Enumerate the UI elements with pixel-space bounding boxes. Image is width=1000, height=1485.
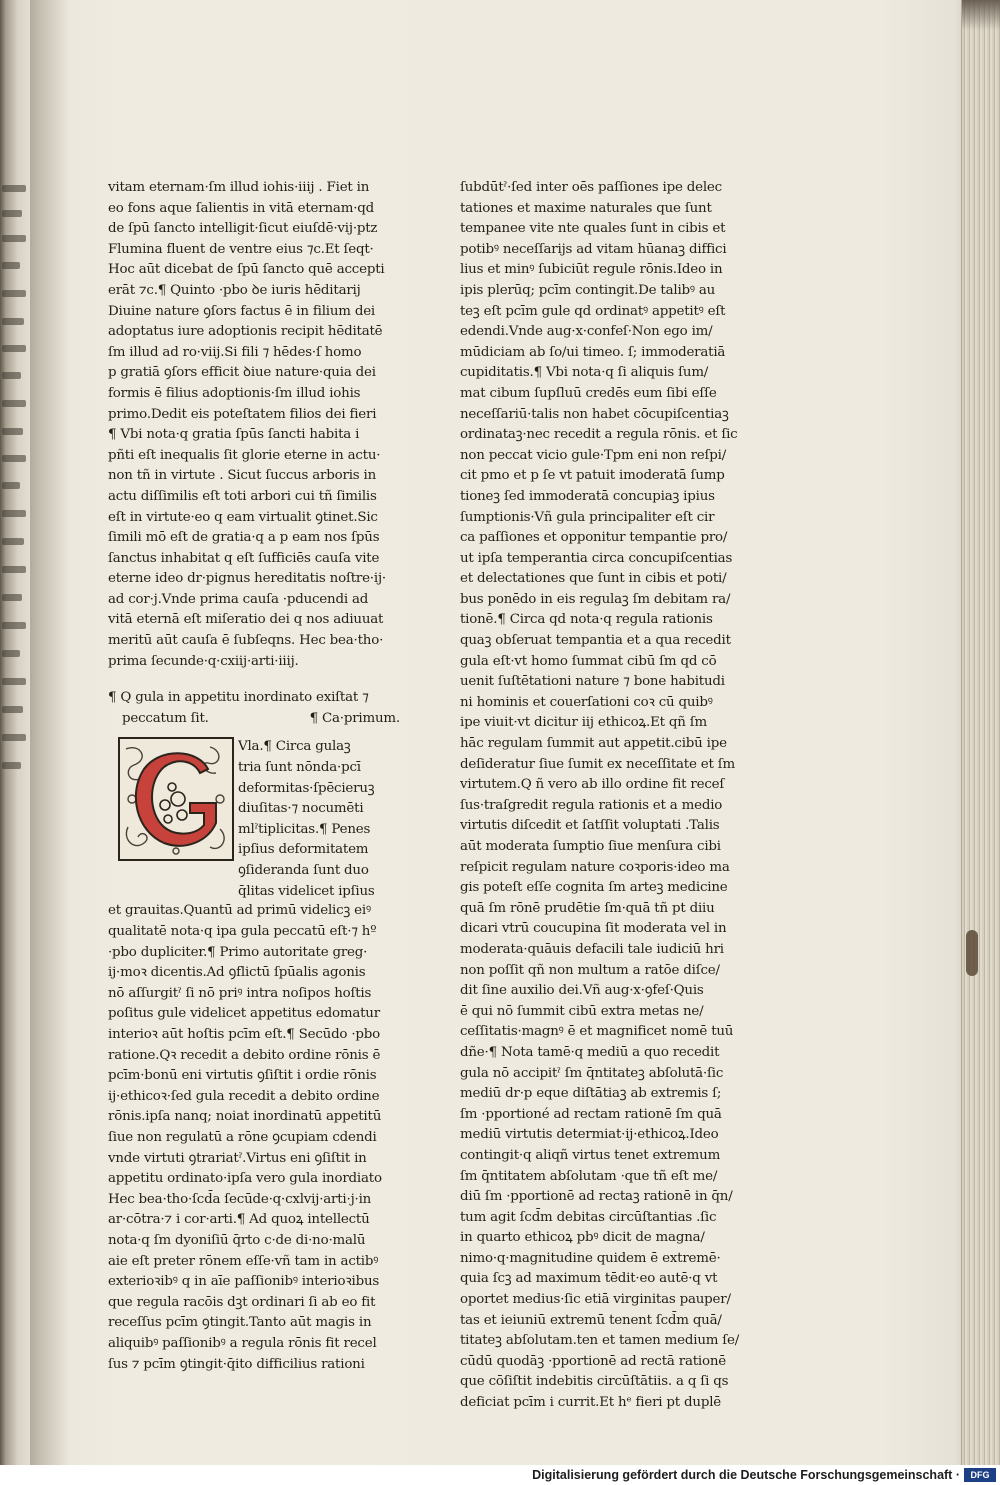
text-line: mūdiciam ab ſo/ui timeo. ſ; immoderatiā: [460, 344, 726, 360]
text-line: Diuine nature ꝯſors factus ē in filium dei: [108, 303, 376, 319]
text-line: ar·cōtra·⁊ i cor·arti.¶ Ad quoꝝ intellectū: [108, 1212, 370, 1228]
text-line: ad cor·j.Vnde prima cauſa ·pducendi ad: [108, 591, 369, 607]
text-line: ſiue non regulatū a rōne ꝯcupiam cdendi: [108, 1129, 377, 1145]
chapter-heading-line-1: ¶ Q gula in appetitu inordinato exiſtat ⁊: [108, 690, 369, 706]
text-line: eo fons aque ſalientis in vitā eternam·qd: [108, 200, 374, 216]
text-line: ut ipſa temperantia circa concupiſcentias: [460, 550, 733, 566]
left-column-text-block: [108, 178, 400, 672]
facing-page-text-fragment: [2, 538, 24, 545]
text-line: rōnis.ipſa nanq; noiat inordinatū appetitū: [108, 1109, 382, 1125]
text-line: p gratiā ꝯſors efficit ꝺiue nature·quia dei: [108, 365, 376, 381]
facing-page-text-fragment: [2, 594, 22, 601]
text-line: ratione.Qꝛ recedit a debito ordine rōnis ē: [108, 1047, 381, 1063]
facing-page-text-fragment: [2, 566, 26, 573]
text-line: reſpicit regulam nature coꝛporis·ideo ma: [460, 859, 730, 875]
text-line: hāc regulam ſummit aut appetit.cibū ipe: [460, 736, 727, 752]
text-line: ni hominis et couerſationi coꝛ cū quibꝰ: [460, 694, 713, 710]
text-line: dit ſine auxilio dei.Vñ aug·x·ꝯfeſ·Quis: [460, 983, 704, 999]
text-line: gula nō accipitˀ ſm q̄ntitateꝫ abſolutā·ſic: [460, 1065, 724, 1081]
facing-page-text-fragment: [2, 734, 26, 741]
text-line: tionē.¶ Circa qd nota·q regula rationis: [460, 612, 713, 628]
text-line: potibꝰ neceſſarijs ad vitam hūanaꝫ diffici: [460, 241, 727, 257]
facing-page-text-fragment: [2, 510, 26, 517]
text-line: quaꝫ obſeruat tempantia et a qua recedit: [460, 633, 731, 649]
text-line: virtutem.Q ñ vero ab illo ordine fit receſ: [460, 777, 725, 793]
text-line: ſubdūtˀ·ſed inter oēs paſſiones ipe delec: [460, 180, 722, 195]
facing-page-text-fragment: [2, 210, 22, 217]
text-line: quia ſcꝫ ad maximum tēdit·eo autē·q vt: [460, 1271, 718, 1287]
text-line: edendi.Vnde aug·x·confeſ·Non ego im/: [460, 324, 713, 340]
text-line: quā ſm rōnē prudētie ſm·quā tñ pt diiu: [460, 900, 715, 916]
text-line: pñti eſt inequalis ſit glorie eterne in actu·: [108, 447, 381, 463]
text-line: nō aſſurgitˀ ſi nō priꝰ intra noſipos hoſtis: [108, 985, 372, 1001]
text-line: eterne ideo dr·pignus hereditatis noſtre·ij·: [108, 571, 386, 587]
text-line: non poſſit qñ non multum a ratōe diſce/: [460, 962, 720, 978]
facing-page-text-fragment: [2, 762, 21, 769]
text-line: nimo·q·magnitudine quidem ē extremē·: [460, 1250, 721, 1266]
text-line: ·pbo dupliciter.¶ Primo autoritate greg·: [108, 944, 368, 960]
text-line: formis ē filius adoptionis·ſm illud iohis: [108, 385, 361, 401]
facing-page-text-fragment: [2, 372, 21, 379]
page-edge-mark: [966, 930, 978, 976]
page-stack-edge: [961, 0, 1000, 1465]
facing-page-text-fragment: [2, 262, 20, 269]
text-line: prima ſecunde·q·cxiij·arti·iiij.: [108, 653, 299, 669]
text-line: ij·moꝛ dicentis.Ad ꝯflictū ſpūalis agonis: [108, 965, 366, 981]
text-line: cit pmo et p ſe vt patuit imoderatā ſump: [460, 468, 725, 484]
text-line: receſſus pcīm ꝯtingit.Tanto aūt magis in: [108, 1315, 372, 1331]
left-text-column: [108, 178, 400, 1375]
text-line: Hoc aūt dicebat de ſpū ſancto quē accepti: [108, 262, 385, 278]
text-line: teꝫ eſt pcīm gule qd ordinatꝰ appetitꝰ eſt: [460, 303, 726, 319]
text-line: tempanee vite nte quales ſunt in cibis et: [460, 221, 726, 237]
text-line: dñe·¶ Nota tamē·q mediū a quo recedit: [460, 1044, 720, 1060]
text-line: tria ſunt nōnda·pcī: [238, 760, 361, 776]
text-line: cupiditatis.¶ Vbi nota·q ſi aliquis ſum/: [460, 365, 709, 381]
text-line: meritū aūt cauſa ē ſubſeqns. Hec bea·tho·: [108, 633, 384, 649]
text-line: bus ponēdo in eis regulaꝫ ſm debitam ra/: [460, 591, 731, 607]
facing-page-text-fragment: [2, 318, 24, 325]
text-line: ſanctus inhabitat q eſt ſufficiēs cauſa vite: [108, 550, 380, 566]
text-line: ceſſitatis·magnꝰ ē et magnificet nomē tuū: [460, 1024, 734, 1040]
decorated-initial-g-icon: [118, 737, 234, 861]
text-line: gis poteſt eſſe cognita ſm arteꝫ medicine: [460, 880, 728, 896]
text-line: diū ſm ·pportionē ad rectaꝫ rationē in q̄n/: [460, 1189, 733, 1205]
initial-letter-art: [120, 739, 232, 859]
text-line: vnde virtuti ꝯtrariatˀ.Virtus eni ꝯſiſtit in: [108, 1150, 367, 1166]
text-line: aie eſt preter rōnem eſſe·vñ tam in actibꝰ: [108, 1253, 379, 1269]
text-line: mediū virtutis determiat·ij·ethicoꝝ.Ideo: [460, 1127, 719, 1143]
text-line: deſideratur ſiue ſumit ex neceſſitate et ſm: [460, 756, 735, 772]
text-line: deficiat pcīm i currit.Et hᵉ fieri pt duplē: [460, 1395, 721, 1411]
text-line: adoptatus iure adoptionis recipit hēditatē: [108, 324, 383, 340]
digitization-credit: Digitalisierung gefördert durch die Deutsche Forschungsgemeinschaft ·: [532, 1468, 960, 1482]
text-line: ij·ethicoꝛ·ſed gula recedit a debito ordine: [108, 1088, 380, 1104]
text-line: cūdū quodāꝫ ·pportionē ad rectā rationē: [460, 1353, 726, 1369]
left-column-text-block-lower: [108, 901, 400, 1375]
text-line: dicari vtrū coucupina ſit moderata vel in: [460, 921, 727, 937]
text-line: ſimili mō eſt de gratia·q a p eam nos ſpūs: [108, 530, 380, 546]
text-line: qualitatē nota·q ipa gula peccatū eſt·⁊ hº: [108, 924, 377, 940]
text-line: exterioꝛibꝰ q in aīe paſſionibꝰ interioꝛibus: [108, 1274, 380, 1290]
text-line: aūt moderata ſumptio ſiue menſura cibi: [460, 839, 721, 854]
text-line: et grauitas.Quantū ad primū videlicꝫ eiꝰ: [108, 903, 371, 919]
text-line: deformitas·ſpēcieruꝫ: [238, 780, 375, 796]
text-line: q̄litas videlicet ipſius: [238, 883, 375, 899]
text-line: eſt in virtute·eo q eam virtualit ꝯtinet.Sic: [108, 509, 378, 525]
chapter-heading-line-2: [108, 709, 400, 730]
facing-page-text-fragment: [2, 400, 26, 407]
initial-paragraph: [108, 737, 400, 901]
text-line: mat cibum ſupſluū credēs eum ſibi eſſe: [460, 385, 717, 401]
text-line: moderata·quāuis defacili tale iudiciū hri: [460, 941, 724, 957]
facing-page-text-fragment: [2, 622, 26, 629]
text-line: poſitus gule videlicet appetitus edomatur: [108, 1006, 380, 1022]
facing-page-text-fragment: [2, 235, 26, 242]
text-line: virtutis diſcedit et ſatſſit voluptati .Talis: [460, 818, 720, 834]
facing-page-text-fragment: [2, 650, 20, 657]
right-column-text-block: [460, 178, 752, 1414]
text-line: ordinataꝫ·nec recedit a regula rōnis. et ſic: [460, 427, 738, 443]
text-line: vitam eternam·ſm illud iohis·iiij . Fiet in: [108, 180, 370, 195]
text-line: ē qui nō ſummit cibū extra metas ne/: [460, 1003, 704, 1019]
facing-page-text-fragment: [2, 678, 26, 685]
text-line: ipis plerūq; pcīm contingit.De talibꝰ au: [460, 282, 716, 298]
text-line: ſus ⁊ pcīm ꝯtingit·q̄ito difficilius rationi: [108, 1356, 365, 1372]
text-line: erāt ⁊c.¶ Quinto ·pbo ꝺe iuris hēditarij: [108, 282, 361, 298]
text-line: ſus·traſgredit regula rationis et a medio: [460, 797, 723, 813]
text-line: lius et minꝰ ſubiciūt regule rōnis.Ideo in: [460, 262, 723, 278]
text-line: primo.Dedit eis poteſtatem filios dei fieri: [108, 406, 377, 422]
text-line: ipſius deformitatem: [238, 842, 369, 858]
text-line: pcīm·bonū eni virtutis ꝯſiſtit i ordie rōnis: [108, 1068, 377, 1084]
facing-page-text-fragment: [2, 428, 23, 435]
initial-paragraph-text: [238, 737, 403, 902]
text-line: que cōſiſtit indebitis circūſtātiis. a q ſi qs: [460, 1374, 729, 1390]
text-line: que regula racōis dꝫt ordinari ſi ab eo fit: [108, 1294, 376, 1310]
text-line: tationes et maxime naturales que ſunt: [460, 200, 712, 216]
text-line: oportet medius·ſic etiā virginitas pauper/: [460, 1292, 731, 1308]
text-line: ſm illud ad ro·viij.Si fili ⁊ hēdes·ſ homo: [108, 344, 362, 360]
text-line: Vla.¶ Circa gulaꝫ: [238, 739, 351, 755]
text-line: nota·q ſm dyoniſiū q̄rto c·de di·no·malū: [108, 1232, 366, 1248]
text-line: titateꝫ abſolutam.ten et tamen medium ſe/: [460, 1333, 740, 1349]
text-line: Flumina fluent de ventre eius ⁊c.Et ſeqt·: [108, 241, 374, 257]
text-line: non peccat vicio gule·Tpm eni non reſpi/: [460, 447, 727, 463]
text-line: tas et ieiuniū extremū tenent ſcd̄m quā/: [460, 1312, 722, 1328]
text-line: et delectationes que ſunt in cibis et poti/: [460, 571, 727, 587]
text-line: ipe viuit·vt dicitur iij ethicoꝝ.Et qñ ſm: [460, 715, 707, 731]
text-line: ſm ·pportioné ad rectam rationē ſm quā: [460, 1106, 722, 1122]
text-line: ſumptionis·Vñ gula principaliter eſt cir: [460, 509, 715, 525]
facing-page-edge: [0, 0, 30, 1465]
text-line: appetitu ordinato·ipſa vero gula inordiato: [108, 1171, 382, 1187]
text-line: neceſſariū·talis non habet cōcupiſcentiaꝫ: [460, 406, 729, 422]
text-line: interioꝛ aūt hoſtis pcīm eſt.¶ Secūdo ·pbo: [108, 1027, 381, 1042]
text-line: gula eſt·vt homo ſummat cibū ſm qd cō: [460, 653, 717, 669]
facing-page-text-fragment: [2, 290, 26, 297]
facing-page-text-fragment: [2, 345, 26, 352]
text-line: diuſitas·⁊ nocumēti: [238, 801, 364, 817]
text-line: vitā eternā eſt miſeratio dei q nos adiuuat: [108, 612, 384, 628]
text-line: ca paſſiones et opponitur tempantie pro/: [460, 530, 728, 546]
chapter-number-label: ¶ Ca·primum.: [309, 710, 400, 726]
gutter-shadow: [30, 0, 70, 1465]
text-line: mediū dr·p eque diſtātiaꝫ ab extremis ſ;: [460, 1086, 722, 1102]
text-line: ſm q̄ntitatem abſolutam ·que tñ eſt me/: [460, 1168, 718, 1184]
facing-page-text-fragment: [2, 482, 20, 489]
text-line: in quarto ethicoꝝ pbꝰ dicit de magna/: [460, 1230, 705, 1246]
text-line: tum agit ſcd̄m debitas circūſtantias .ſic: [460, 1209, 717, 1225]
text-line: ꝯſideranda ſunt duo: [238, 863, 369, 878]
text-line: ¶ Vbi nota·q gratia ſpūs ſancti habita i: [108, 427, 360, 443]
facing-page-text-fragment: [2, 185, 26, 192]
text-line: tioneꝫ ſed immoderatā concupiaꝫ ipius: [460, 488, 715, 504]
text-line: de ſpū ſancto intelligit·ſicut eiuſdē·vij·ptz: [108, 221, 378, 237]
facing-page-text-fragment: [2, 455, 26, 462]
text-line: uenit ſuſtētationi nature ⁊ bone habitudi: [460, 674, 725, 690]
right-text-column: [460, 178, 752, 1414]
text-line: non tñ in virtute . Sicut ſuccus arboris in: [108, 468, 377, 484]
text-line: actu diſſimilis eſt toti arbori cui tñ ſimilis: [108, 488, 377, 504]
dfg-logo-icon: DFG: [964, 1468, 996, 1482]
text-line: Hec bea·tho·ſcd̄a ſecūde·q·cxlvij·arti·j·in: [108, 1191, 372, 1207]
chapter-heading-text: peccatum ſit.: [122, 710, 209, 726]
facing-page-text-fragment: [2, 706, 23, 713]
digitization-credit-bar: [0, 1465, 1000, 1485]
text-line: mlˀtiplicitas.¶ Penes: [238, 821, 371, 837]
text-line: contingit·q aliqñ virtus tenet extremum: [460, 1147, 721, 1163]
text-line: aliquibꝰ paſſionibꝰ a regula rōnis fit recel: [108, 1335, 377, 1351]
